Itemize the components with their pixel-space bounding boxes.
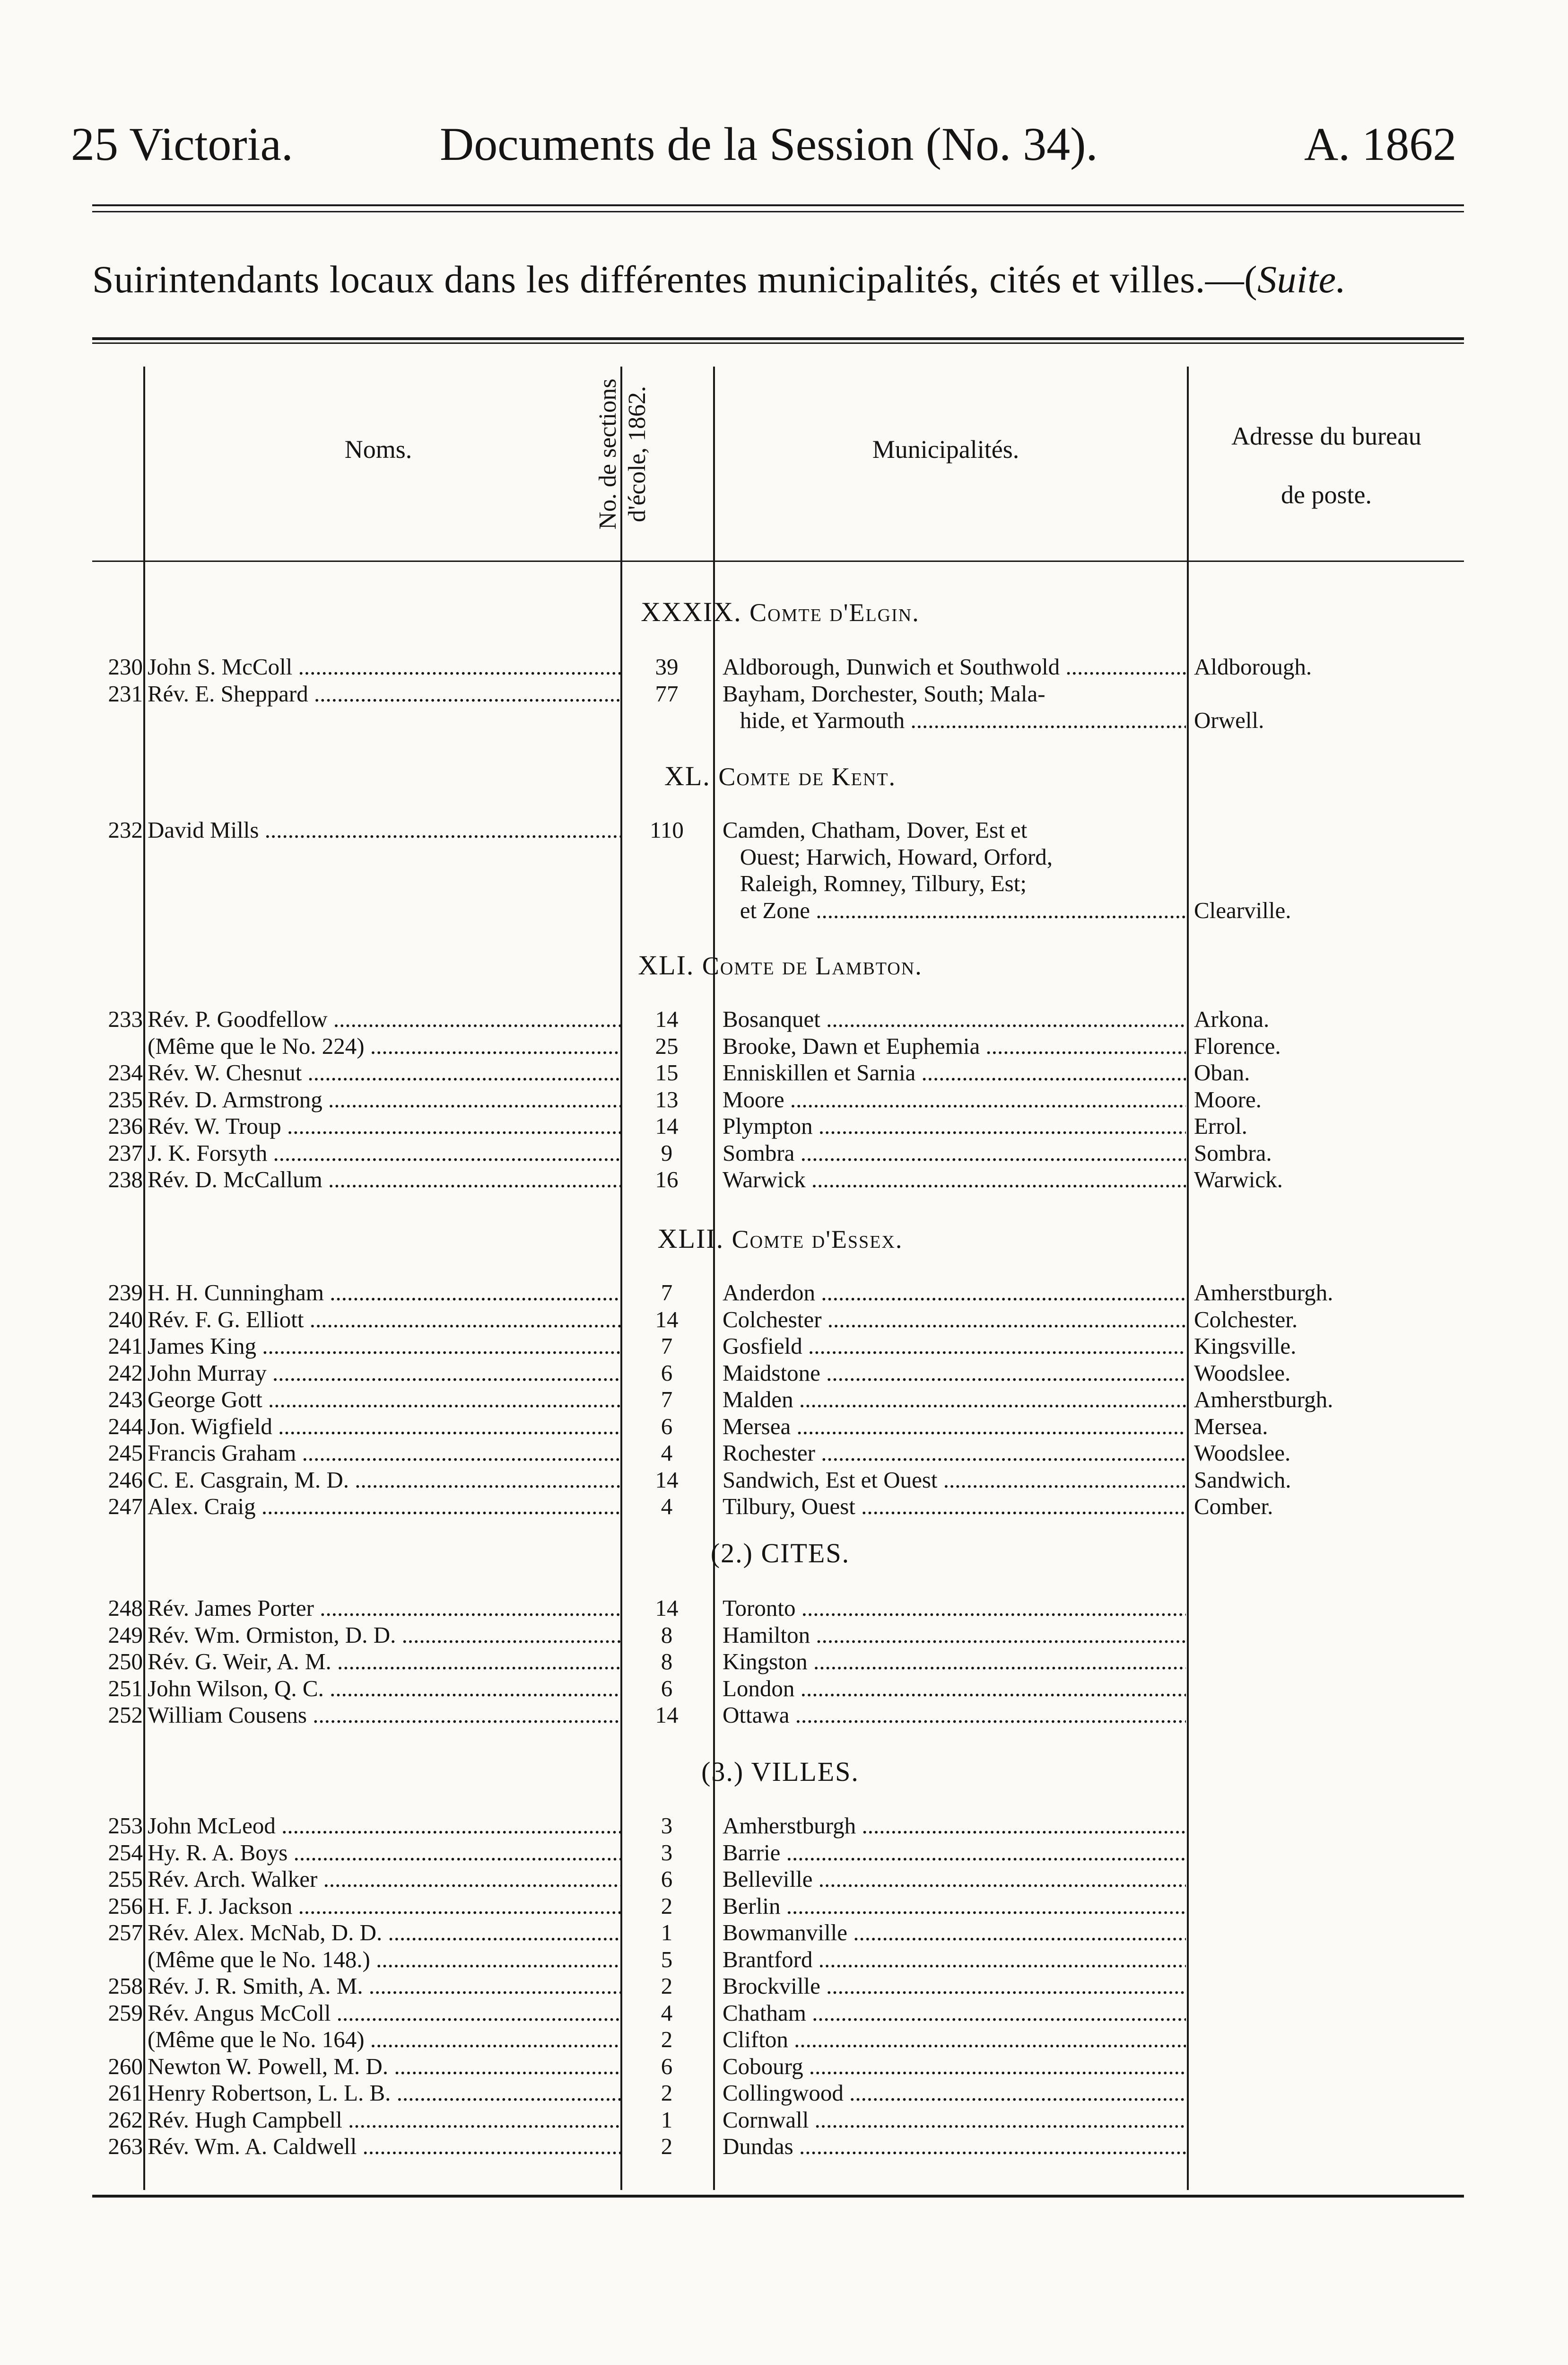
section-title xyxy=(473,1540,1088,1567)
row-number: 230 xyxy=(108,654,143,680)
table-row xyxy=(0,1866,1568,1892)
post-office-address: Arkona. xyxy=(1194,1006,1270,1032)
table-row xyxy=(0,1595,1568,1621)
section-count: 7 xyxy=(661,1279,673,1305)
column-header-sections-line1: No. de sections xyxy=(594,378,621,530)
header-rule-top xyxy=(92,204,1464,206)
superintendent-name: (Même que le No. 148.) ..... xyxy=(148,1946,620,1973)
section-count: 1 xyxy=(661,1919,673,1945)
municipality: Clifton ..... xyxy=(723,2026,1186,2053)
superintendent-name: J. K. Forsyth ..... xyxy=(148,1140,620,1166)
row-number: 255 xyxy=(108,1866,143,1892)
municipality: Dundas ..... xyxy=(723,2133,1186,2160)
table-rule-bottom xyxy=(92,2195,1464,2198)
superintendent-name: Hy. R. A. Boys ..... xyxy=(148,1839,620,1866)
table-row xyxy=(0,1413,1568,1440)
section-title xyxy=(473,598,1088,626)
municipality: Anderdon ..... xyxy=(723,1279,1186,1306)
column-header-names: Noms. xyxy=(344,435,412,464)
post-office-address: Clearville. xyxy=(1194,897,1291,923)
superintendent-name: Rév. Hugh Campbell ..... xyxy=(148,2107,620,2133)
row-number: 259 xyxy=(108,1999,143,2026)
superintendent-name: Rév. F. G. Elliott ..... xyxy=(148,1306,620,1333)
municipality: Colchester ..... xyxy=(723,1306,1186,1333)
post-office-address: Woodslee. xyxy=(1194,1359,1291,1386)
superintendent-name: Jon. Wigfield ..... xyxy=(148,1413,620,1440)
row-number: 234 xyxy=(108,1060,143,1086)
section-count: 2 xyxy=(661,1892,673,1919)
table-row xyxy=(0,1893,1568,1919)
superintendent-name: Rév. Wm. A. Caldwell ..... xyxy=(148,2133,620,2160)
superintendent-name: C. E. Casgrain, M. D. ..... xyxy=(148,1467,620,1493)
table-row xyxy=(0,1467,1568,1493)
superintendent-name: Henry Robertson, L. L. B. ..... xyxy=(148,2080,620,2106)
superintendent-name: Francis Graham ..... xyxy=(148,1440,620,1466)
column-header-sections-line2: d'école, 1862. xyxy=(624,385,651,523)
section-number: XLI. xyxy=(638,950,695,981)
section-count: 25 xyxy=(655,1033,679,1059)
municipality: Chatham ..... xyxy=(723,2000,1186,2026)
section-count: 14 xyxy=(655,1466,679,1493)
municipality: Brooke, Dawn et Euphemia ..... xyxy=(723,1033,1186,1060)
municipality: Cornwall ..... xyxy=(723,2107,1186,2133)
post-office-address: Moore. xyxy=(1194,1086,1262,1112)
municipality: Malden ..... xyxy=(723,1386,1186,1413)
municipality: Barrie ..... xyxy=(723,1839,1186,1866)
post-office-address: Woodslee. xyxy=(1194,1440,1291,1466)
municipality: Enniskillen et Sarnia ..... xyxy=(723,1060,1186,1086)
table-row xyxy=(0,1060,1568,1086)
section-count: 14 xyxy=(655,1702,679,1728)
section-count: 5 xyxy=(661,1946,673,1972)
section-name: Comte d'Essex. xyxy=(732,1225,903,1253)
table-row xyxy=(0,2053,1568,2080)
section-count: 8 xyxy=(661,1621,673,1648)
subtitle-italic: Suite. xyxy=(1257,258,1346,301)
municipality: Camden, Chatham, Dover, Est et xyxy=(723,817,1028,843)
superintendent-name: Rév. D. McCallum ..... xyxy=(148,1166,620,1193)
superintendent-name: H. F. J. Jackson ..... xyxy=(148,1893,620,1919)
table-row xyxy=(0,1813,1568,1839)
table-row xyxy=(0,1973,1568,1999)
municipality: Gosfield ..... xyxy=(723,1333,1186,1359)
table-row xyxy=(0,2026,1568,2053)
table-row xyxy=(0,1648,1568,1675)
superintendent-name: (Même que le No. 164) ..... xyxy=(148,2026,620,2053)
section-count: 6 xyxy=(661,2053,673,2079)
section-count: 2 xyxy=(661,1973,673,1999)
section-count: 77 xyxy=(655,680,679,707)
section-count: 3 xyxy=(661,1813,673,1839)
row-number: 241 xyxy=(108,1333,143,1359)
superintendent-name: Rév. James Porter ..... xyxy=(148,1595,620,1621)
section-name: Comte de Kent. xyxy=(718,762,897,791)
superintendent-name: H. H. Cunningham ..... xyxy=(148,1279,620,1306)
municipality: Rochester ..... xyxy=(723,1440,1186,1466)
section-count: 9 xyxy=(661,1139,673,1166)
row-number: 238 xyxy=(108,1166,143,1192)
municipality: Aldborough, Dunwich et Southwold ..... xyxy=(723,654,1186,680)
post-office-address: Florence. xyxy=(1194,1033,1281,1059)
row-number: 242 xyxy=(108,1359,143,1386)
superintendent-name: Rév. W. Chesnut ..... xyxy=(148,1060,620,1086)
column-header-rule xyxy=(92,561,1464,562)
superintendent-name: Rév. Angus McColl ..... xyxy=(148,2000,620,2026)
superintendent-name: Rév. D. Armstrong ..... xyxy=(148,1086,620,1113)
row-number: 236 xyxy=(108,1113,143,1139)
municipality: Brockville ..... xyxy=(723,1973,1186,1999)
row-number: 235 xyxy=(108,1086,143,1112)
header-year: A. 1862 xyxy=(1304,118,1457,170)
superintendent-name: Rév. P. Goodfellow ..... xyxy=(148,1006,620,1033)
row-number: 246 xyxy=(108,1466,143,1493)
table-row xyxy=(0,2000,1568,2026)
table-rule-top xyxy=(92,337,1464,340)
table-row xyxy=(0,1360,1568,1386)
table-row xyxy=(0,1493,1568,1520)
section-count: 6 xyxy=(661,1675,673,1701)
table-row xyxy=(0,2107,1568,2133)
superintendent-name: John Murray ..... xyxy=(148,1360,620,1386)
post-office-address: Amherstburgh. xyxy=(1194,1279,1333,1305)
section-number: (2.) xyxy=(710,1538,753,1568)
post-office-address: Sombra. xyxy=(1194,1139,1272,1166)
municipality: Bowmanville ..... xyxy=(723,1919,1186,1946)
section-count: 4 xyxy=(661,1493,673,1519)
section-count: 6 xyxy=(661,1866,673,1892)
municipality: Warwick ..... xyxy=(723,1166,1186,1193)
post-office-address: Errol. xyxy=(1194,1113,1247,1139)
section-count: 6 xyxy=(661,1359,673,1386)
table-row xyxy=(0,817,1568,843)
municipality: London ..... xyxy=(723,1675,1186,1702)
section-count: 6 xyxy=(661,1413,673,1439)
table-subtitle xyxy=(92,260,1463,299)
post-office-address: Oban. xyxy=(1194,1060,1250,1086)
column-header-address-line2: de poste. xyxy=(1281,481,1372,509)
row-number: 239 xyxy=(108,1279,143,1305)
superintendent-name: John S. McColl ..... xyxy=(148,654,620,680)
row-number: 260 xyxy=(108,2053,143,2079)
row-number: 233 xyxy=(108,1006,143,1032)
section-name: CITES. xyxy=(761,1538,850,1568)
superintendent-name: Newton W. Powell, M. D. ..... xyxy=(148,2053,620,2080)
row-number: 261 xyxy=(108,2080,143,2106)
table-row xyxy=(0,1140,1568,1166)
section-number: XXXIX. xyxy=(641,596,742,627)
table-row xyxy=(0,1702,1568,1728)
municipality: Ouest; Harwich, Howard, Orford, xyxy=(723,843,1053,870)
row-number: 257 xyxy=(108,1919,143,1945)
section-count: 15 xyxy=(655,1060,679,1086)
table-row xyxy=(0,681,1568,707)
superintendent-name: Rév. E. Sheppard ..... xyxy=(148,681,620,707)
municipality: Tilbury, Ouest ..... xyxy=(723,1493,1186,1520)
municipality: et Zone ..... xyxy=(723,897,1186,924)
section-title xyxy=(473,952,1088,979)
superintendent-name: Rév. G. Weir, A. M. ..... xyxy=(148,1648,620,1675)
table-row xyxy=(0,1622,1568,1648)
table-row xyxy=(0,2080,1568,2106)
municipality: Cobourg ..... xyxy=(723,2053,1186,2080)
section-title xyxy=(473,1225,1088,1253)
table-row xyxy=(0,870,1568,897)
row-number: 249 xyxy=(108,1621,143,1648)
post-office-address: Kingsville. xyxy=(1194,1333,1297,1359)
superintendent-name: Rév. Alex. McNab, D. D. ..... xyxy=(148,1919,620,1946)
row-number: 250 xyxy=(108,1648,143,1674)
column-header-address-line1: Adresse du bureau xyxy=(1231,422,1421,450)
section-count: 110 xyxy=(650,817,684,843)
superintendent-name: Rév. J. R. Smith, A. M. ..... xyxy=(148,1973,620,1999)
superintendent-name: George Gott ..... xyxy=(148,1386,620,1413)
municipality: Raleigh, Romney, Tilbury, Est; xyxy=(723,870,1027,896)
municipality: Toronto ..... xyxy=(723,1595,1186,1621)
municipality: Amherstburgh ..... xyxy=(723,1813,1186,1839)
section-title xyxy=(473,1758,1088,1786)
post-office-address: Comber. xyxy=(1194,1493,1273,1519)
municipality: Mersea ..... xyxy=(723,1413,1186,1440)
municipality: Moore ..... xyxy=(723,1086,1186,1113)
table-row xyxy=(0,1006,1568,1033)
section-title xyxy=(473,762,1088,790)
superintendent-name: (Même que le No. 224) ..... xyxy=(148,1033,620,1060)
table-row xyxy=(0,1279,1568,1306)
section-count: 4 xyxy=(661,1999,673,2026)
subtitle-text: Suirintendants locaux dans les différentes municipalités, cités et villes.—( xyxy=(92,258,1258,301)
section-count: 16 xyxy=(655,1166,679,1192)
section-number: XLII. xyxy=(657,1223,724,1254)
superintendent-name: John Wilson, Q. C. ..... xyxy=(148,1675,620,1702)
table-row xyxy=(0,654,1568,680)
row-number: 247 xyxy=(108,1493,143,1519)
column-header-sections xyxy=(593,355,688,553)
superintendent-name: James King ..... xyxy=(148,1333,620,1359)
municipality: Berlin ..... xyxy=(723,1893,1186,1919)
row-number: 248 xyxy=(108,1595,143,1621)
row-number: 237 xyxy=(108,1139,143,1166)
section-count: 7 xyxy=(661,1333,673,1359)
municipality: Maidstone ..... xyxy=(723,1360,1186,1386)
table-row xyxy=(0,1675,1568,1702)
table-row xyxy=(0,1086,1568,1113)
section-count: 2 xyxy=(661,2080,673,2106)
section-count: 4 xyxy=(661,1440,673,1466)
row-number: 251 xyxy=(108,1675,143,1701)
section-number: (3.) xyxy=(701,1756,744,1787)
superintendent-name: David Mills ..... xyxy=(148,817,620,843)
superintendent-name: Rév. W. Troup ..... xyxy=(148,1113,620,1139)
post-office-address: Aldborough. xyxy=(1194,654,1312,680)
table-row xyxy=(0,844,1568,870)
table-row xyxy=(0,1166,1568,1193)
table-row xyxy=(0,1113,1568,1139)
row-number: 258 xyxy=(108,1973,143,1999)
table-rule-top-thin xyxy=(92,342,1464,344)
section-count: 2 xyxy=(661,2026,673,2052)
section-name: Comte de Lambton. xyxy=(702,952,923,980)
row-number: 231 xyxy=(108,680,143,707)
section-name: Comte d'Elgin. xyxy=(749,598,920,627)
section-count: 3 xyxy=(661,1839,673,1866)
table-row xyxy=(0,1919,1568,1946)
municipality: Belleville ..... xyxy=(723,1866,1186,1892)
table-row xyxy=(0,897,1568,924)
municipality: Bayham, Dorchester, South; Mala- xyxy=(723,680,1045,707)
post-office-address: Orwell. xyxy=(1194,707,1264,733)
municipality: Collingwood ..... xyxy=(723,2080,1186,2106)
row-number: 244 xyxy=(108,1413,143,1439)
row-number: 263 xyxy=(108,2133,143,2159)
post-office-address: Colchester. xyxy=(1194,1306,1298,1332)
section-count: 13 xyxy=(655,1086,679,1112)
header-session: 25 Victoria. xyxy=(71,118,293,170)
table-row xyxy=(0,1333,1568,1359)
row-number: 245 xyxy=(108,1440,143,1466)
post-office-address: Amherstburgh. xyxy=(1194,1386,1333,1412)
municipality: Sombra ..... xyxy=(723,1140,1186,1166)
column-header-address xyxy=(1185,407,1468,524)
superintendent-name: William Cousens ..... xyxy=(148,1702,620,1728)
table-row xyxy=(0,1440,1568,1466)
section-count: 39 xyxy=(655,654,679,680)
section-number: XL. xyxy=(664,761,711,791)
row-number: 253 xyxy=(108,1813,143,1839)
municipality: Bosanquet ..... xyxy=(723,1006,1186,1033)
table-row xyxy=(0,1386,1568,1413)
municipality: Ottawa ..... xyxy=(723,1702,1186,1728)
section-count: 7 xyxy=(661,1386,673,1412)
municipality: Brantford ..... xyxy=(723,1946,1186,1973)
row-number: 243 xyxy=(108,1386,143,1412)
section-count: 14 xyxy=(655,1306,679,1332)
row-number: 254 xyxy=(108,1839,143,1866)
post-office-address: Mersea. xyxy=(1194,1413,1268,1439)
row-number: 256 xyxy=(108,1892,143,1919)
superintendent-name: Alex. Craig ..... xyxy=(148,1493,620,1520)
header-rule-bottom xyxy=(92,211,1464,212)
column-header-municipalities: Municipalités. xyxy=(872,435,1019,464)
municipality: Plympton ..... xyxy=(723,1113,1186,1139)
municipality: Sandwich, Est et Ouest ..... xyxy=(723,1467,1186,1493)
table-row xyxy=(0,2133,1568,2160)
section-count: 14 xyxy=(655,1113,679,1139)
superintendent-name: Rév. Wm. Ormiston, D. D. ..... xyxy=(148,1622,620,1648)
table-row xyxy=(0,1839,1568,1866)
section-count: 2 xyxy=(661,2133,673,2159)
section-count: 1 xyxy=(661,2106,673,2133)
table-row xyxy=(0,1033,1568,1060)
table-row xyxy=(0,1306,1568,1333)
section-count: 14 xyxy=(655,1006,679,1032)
superintendent-name: John McLeod ..... xyxy=(148,1813,620,1839)
table-row xyxy=(0,1946,1568,1973)
section-count: 8 xyxy=(661,1648,673,1674)
table-row xyxy=(0,707,1568,734)
section-name: VILLES. xyxy=(751,1756,859,1787)
municipality: Kingston ..... xyxy=(723,1648,1186,1675)
row-number: 240 xyxy=(108,1306,143,1332)
section-count: 14 xyxy=(655,1595,679,1621)
row-number: 262 xyxy=(108,2106,143,2133)
municipality: hide, et Yarmouth ..... xyxy=(723,707,1186,734)
row-number: 232 xyxy=(108,817,143,843)
superintendent-name: Rév. Arch. Walker ..... xyxy=(148,1866,620,1892)
row-number: 252 xyxy=(108,1702,143,1728)
municipality: Hamilton ..... xyxy=(723,1622,1186,1648)
header-title: Documents de la Session (No. 34). xyxy=(440,118,1098,170)
post-office-address: Sandwich. xyxy=(1194,1466,1291,1493)
post-office-address: Warwick. xyxy=(1194,1166,1283,1192)
